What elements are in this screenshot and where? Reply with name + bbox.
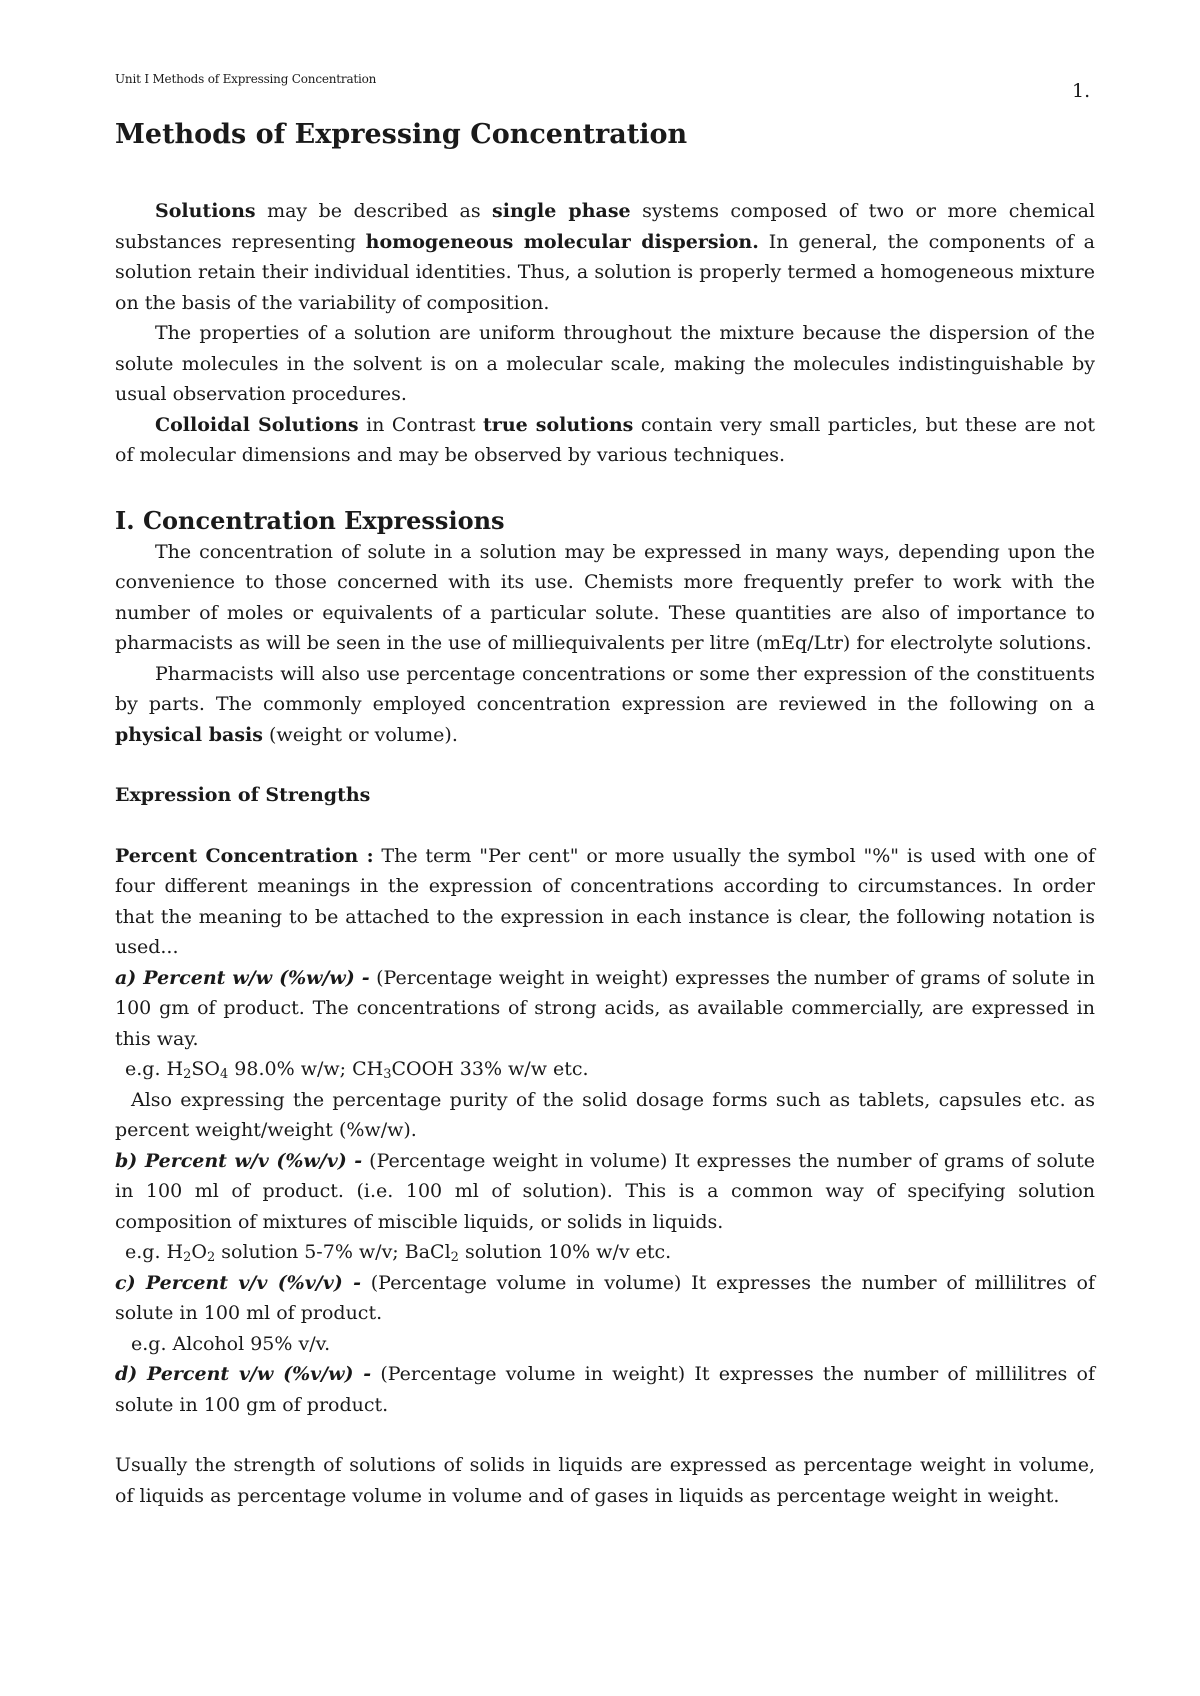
text-run: (Percentage volume in weight) It expresses the number of millilitres of solute in 100 gm of product. bbox=[115, 1363, 1095, 1416]
text-run: O bbox=[191, 1241, 207, 1263]
item-c-label: c) Percent v/v (%v/v) - bbox=[115, 1271, 361, 1294]
term-colloidal-solutions: Colloidal Solutions bbox=[155, 413, 359, 436]
section-heading-concentration-expressions: I. Concentration Expressions bbox=[115, 505, 505, 535]
text-run: e.g. H bbox=[125, 1058, 184, 1080]
percent-concentration-paragraph bbox=[115, 841, 1095, 963]
text-run: contain very small particles, but these are not of molecular dimensions and may be observed by various techniques. bbox=[115, 413, 1096, 466]
text-run: e.g. H bbox=[125, 1241, 184, 1263]
item-a-also-paragraph: Also expressing the percentage purity of the solid dosage forms such as tablets, capsules etc. as percent weight/weight (%w/w). bbox=[115, 1088, 1095, 1141]
text-run: COOH 33% w/w etc. bbox=[391, 1058, 589, 1080]
term-physical-basis: physical basis bbox=[115, 723, 263, 746]
term-true-solutions: true solutions bbox=[483, 413, 634, 436]
item-b-percent-wv bbox=[115, 1146, 1095, 1238]
text-run: may be described as bbox=[255, 200, 493, 222]
term-percent-concentration: Percent Concentration : bbox=[115, 844, 374, 867]
text-run: (weight or volume). bbox=[262, 723, 458, 746]
intro-paragraph-2: The properties of a solution are uniform throughout the mixture because the dispersion of the solute molecules in the solvent is on a molecular scale, making the molecules indistinguishable by usual observation procedures. bbox=[115, 322, 1095, 405]
text-run: (Percentage volume in volume) It expresses the number of millilitres of solute in 100 ml of product. bbox=[115, 1271, 1095, 1324]
term-solutions: Solutions bbox=[155, 200, 256, 222]
subscript: 2 bbox=[206, 1250, 216, 1265]
item-b-example bbox=[115, 1237, 1095, 1268]
item-c-example: e.g. Alcohol 95% v/v. bbox=[131, 1332, 331, 1355]
subscript: 4 bbox=[219, 1067, 229, 1082]
running-header: Unit I Methods of Expressing Concentration bbox=[115, 72, 377, 86]
text-run: 98.0% w/w; CH bbox=[228, 1058, 384, 1080]
subheading-expression-of-strengths: Expression of Strengths bbox=[115, 784, 371, 806]
subscript: 2 bbox=[183, 1250, 192, 1265]
item-a-label: a) Percent w/w (%w/w) - bbox=[115, 966, 370, 989]
subscript: 3 bbox=[383, 1067, 392, 1082]
intro-paragraph-3 bbox=[115, 410, 1095, 471]
text-run: systems composed of two or more chemical substances representing bbox=[115, 200, 1095, 253]
closing-paragraph: Usually the strength of solutions of solids in liquids are expressed as percentage weight in volume, of liquids as percentage volume in volume and of gases in liquids as percentage weight in weight. bbox=[115, 1454, 1095, 1507]
intro-paragraph-1 bbox=[115, 196, 1095, 318]
item-d-label: d) Percent v/w (%v/w) - bbox=[115, 1363, 372, 1385]
subscript: 2 bbox=[183, 1067, 192, 1082]
text-run: in Contrast bbox=[358, 413, 484, 436]
text-run: In general, the components of a solution retain their individual identities. Thus, a solution is properly termed a homogeneous mixture on the basis of the variability of composition. bbox=[115, 230, 1095, 314]
subscript: 2 bbox=[450, 1250, 459, 1265]
text-run: solution 5-7% w/v; BaCl bbox=[215, 1241, 451, 1263]
item-a-percent-ww bbox=[115, 963, 1095, 1055]
page-number: 1. bbox=[1072, 80, 1091, 102]
text-run: (Percentage weight in volume) It expresses the number of grams of solute in 100 ml of product. (i.e. 100 ml of solution). This is a common way of specifying solution composition of mixtures of miscible liquids, or solids in liquids. bbox=[115, 1149, 1096, 1233]
document-body bbox=[115, 118, 1095, 1511]
text-run: Pharmacists will also use percentage concentrations or some ther expression of the constituents by parts. The commonly employed concentration expression are reviewed in the following on a bbox=[115, 662, 1095, 715]
item-d-percent-vw bbox=[115, 1359, 1095, 1420]
item-b-label: b) Percent w/v (%w/v) - bbox=[115, 1149, 363, 1172]
section1-paragraph-1: The concentration of solute in a solution may be expressed in many ways, depending upon the convenience to those concerned with its use. Chemists more frequently prefer to work with the number of moles or equivalents of a particular solute. These quantities are also of importance to pharmacists as will be seen in the use of milliequivalents per litre (mEq/Ltr) for electrolyte solutions. bbox=[115, 540, 1095, 654]
page-title: Methods of Expressing Concentration bbox=[115, 119, 688, 150]
term-homogeneous-dispersion: homogeneous molecular dispersion. bbox=[365, 230, 759, 253]
text-run: The term "Per cent" or more usually the symbol "%" is used with one of four different meanings in the expression of concentrations according to circumstances. In order that the meaning to be attached to the expression in each instance is clear, the following notation is used... bbox=[115, 844, 1095, 958]
item-c-percent-vv bbox=[115, 1268, 1095, 1329]
text-run: (Percentage weight in weight) expresses the number of grams of solute in 100 gm of product. The concentrations of strong acids, as available commercially, are expressed in this way. bbox=[115, 966, 1095, 1050]
term-single-phase: single phase bbox=[492, 200, 631, 222]
item-a-example bbox=[115, 1054, 1095, 1085]
section1-paragraph-2 bbox=[115, 659, 1095, 751]
text-run: solution 10% w/v etc. bbox=[458, 1241, 672, 1263]
text-run: SO bbox=[191, 1058, 220, 1080]
